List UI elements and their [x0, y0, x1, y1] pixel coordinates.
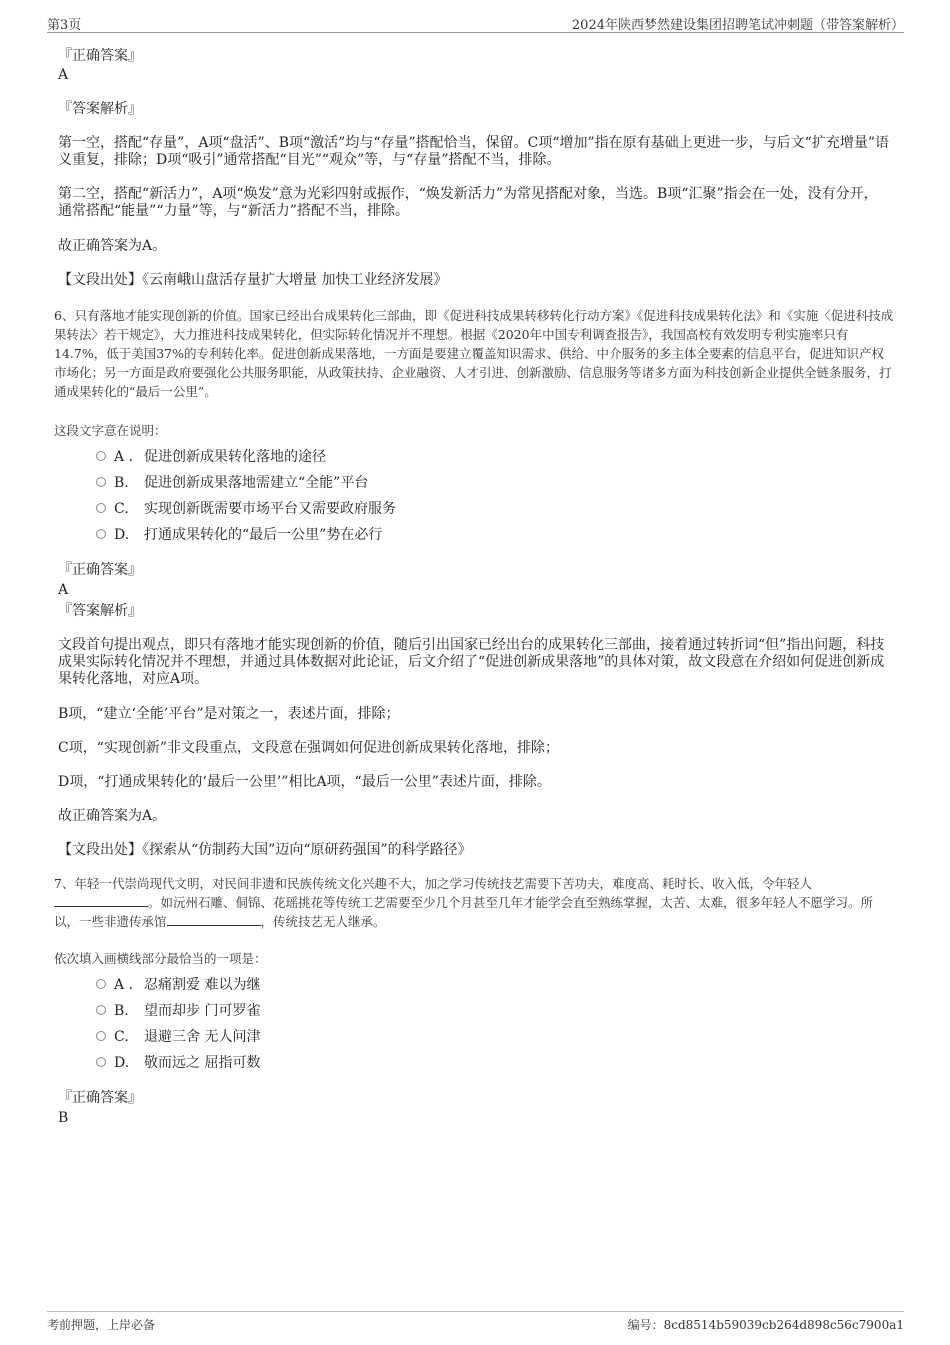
text-block: 这段文字意在说明：: [54, 423, 167, 438]
option-letter: D.: [114, 527, 130, 543]
q6-option-b[interactable]: [96, 474, 368, 492]
text-block: 『答案解析』: [58, 603, 142, 619]
radio-button-icon[interactable]: [96, 503, 106, 513]
option-letter: C.: [114, 501, 129, 517]
q7-option-d[interactable]: [96, 1054, 260, 1072]
q7-option-a[interactable]: [96, 976, 260, 994]
footer-slogan: 考前押题，上岸必备: [47, 1318, 156, 1332]
q7-option-c[interactable]: [96, 1028, 260, 1046]
text-block: 6、只有落地才能实现创新的价值。国家已经出台成果转化三部曲，即《促进科技成果转移转化行动方案》《促进科技成果转化法》和《实施〈促进科技成果转法〉若干规定》，大力推进科技成果转化，但实际转化情况并不理想。根据《2020年中国专利调查报告》，我国高校有效发明专利实施率只有14.7%，低于美国37%的专利转化率。促进创新成果落地，一方面是要建立覆盖知识需求、供给、中介服务的多主体全要素的信息平台，促进知识产权市场化；另一方面是政府要强化公共服务职能，从政策扶持、企业融资、人才引进、创新激励、信息服务等诸多方面为科技创新企业提供全链条服务，打通成果转化的“最后一公里”。: [54, 308, 894, 399]
option-letter: C.: [114, 1029, 129, 1045]
q7-option-b[interactable]: [96, 1002, 260, 1020]
text-block: 故正确答案为A。: [58, 238, 167, 254]
text-block: D项，“打通成果转化的‘最后一公里’”相比A项，“最后一公里”表述片面，排除。: [58, 774, 551, 790]
text-block: 【文段出处】《探索从“仿制药大国”迈向“原研药强国”的科学路径》: [58, 842, 472, 858]
text-block: 依次填入画横线部分最恰当的一项是：: [54, 951, 267, 966]
radio-button-icon[interactable]: [96, 477, 106, 487]
option-letter: A .: [114, 977, 134, 993]
q6-option-d[interactable]: [96, 526, 382, 544]
option-text: 打通成果转化的“最后一公里”势在必行: [144, 527, 383, 543]
question-7-part2: 。如沅州石雕、侗锦、花瑶挑花等传统工艺需要至少几个月甚至几年才能学会直至熟练掌握，太苦、太难，很多年轻人不愿学习。所以，一些非遗传承馆: [54, 895, 874, 929]
option-text: 望而却步 门可罗雀: [144, 1003, 261, 1019]
fill-blank-2: [167, 913, 261, 926]
radio-button-icon[interactable]: [96, 529, 106, 539]
radio-button-icon[interactable]: [96, 1005, 106, 1015]
text-block: A: [58, 582, 69, 598]
text-block: 文段首句提出观点，即只有落地才能实现创新的价值，随后引出国家已经出台的成果转化三部曲，接着通过转折词“但”指出问题，科技成果实际转化情况并不理想，并通过具体数据对此论证，后文介绍了“促进创新成果落地”的具体对策，故文段意在介绍如何促进创新成果转化落地，对应A项。: [58, 637, 885, 687]
text-block: 故正确答案为A。: [58, 808, 167, 824]
text-block: 第一空，搭配“存量”，A项“盘活”、B项“激活”均与“存量”搭配恰当，保留。C项“增加”指在原有基础上更进一步，与后文“扩充增量”语义重复，排除；D项“吸引”通常搭配“目光”“观众”等，与“存量”搭配不当，排除。: [58, 135, 889, 168]
q6-option-a[interactable]: [96, 448, 326, 466]
text-block: B项，“建立‘全能’平台”是对策之一，表述片面，排除；: [58, 706, 400, 722]
text-block: 【文段出处】《云南峨山盘活存量扩大增量 加快工业经济发展》: [58, 272, 448, 288]
radio-button-icon[interactable]: [96, 451, 106, 461]
radio-button-icon[interactable]: [96, 979, 106, 989]
option-text: 忍痛割爱 难以为继: [144, 977, 261, 993]
text-block: A: [58, 67, 69, 83]
text-block: 『正确答案』: [58, 48, 142, 64]
option-letter: D.: [114, 1055, 130, 1071]
question-7-part3: ，传统技艺无人继承。: [260, 914, 386, 929]
text-block: 第二空，搭配“新活力”，A项“焕发”意为光彩四射或振作，“焕发新活力”为常见搭配对象，当选。B项“汇聚”指会在一处，没有分开，通常搭配“能量”“力量”等，与“新活力”搭配不当，排除。: [58, 186, 878, 219]
option-letter: B.: [114, 1003, 129, 1019]
radio-button-icon[interactable]: [96, 1031, 106, 1041]
document-code: 编号：8cd8514b59039cb264d898c56c7900a1: [627, 1318, 904, 1332]
option-text: 敬而远之 屈指可数: [144, 1055, 261, 1071]
text-block: 『正确答案』: [58, 1090, 142, 1106]
page-number: 第3页: [47, 18, 82, 33]
page-footer: [47, 1311, 904, 1337]
option-letter: A .: [114, 449, 134, 465]
question-7-stem: [54, 874, 894, 931]
text-block: B: [58, 1110, 69, 1126]
option-text: 实现创新既需要市场平台又需要政府服务: [144, 501, 396, 517]
text-block: C项，“实现创新”非文段重点，文段意在强调如何促进创新成果转化落地，排除；: [58, 740, 560, 756]
document-title: 2024年陕西梦然建设集团招聘笔试冲刺题（带答案解析）: [571, 18, 904, 33]
page-header: [47, 14, 904, 33]
option-text: 退避三舍 无人问津: [144, 1029, 261, 1045]
fill-blank-1: [54, 894, 148, 907]
question-7-part1: 7、年轻一代崇尚现代文明，对民间非遗和民族传统文化兴趣不大，加之学习传统技艺需要下苦功夫，难度高、耗时长、收入低，令年轻人: [54, 876, 812, 891]
radio-button-icon[interactable]: [96, 1057, 106, 1067]
text-block: 『答案解析』: [58, 101, 142, 117]
option-text: 促进创新成果转化落地的途径: [144, 449, 326, 465]
option-letter: B.: [114, 475, 129, 491]
q6-option-c[interactable]: [96, 500, 396, 518]
text-block: 『正确答案』: [58, 562, 142, 578]
option-text: 促进创新成果落地需建立“全能”平台: [144, 475, 369, 491]
